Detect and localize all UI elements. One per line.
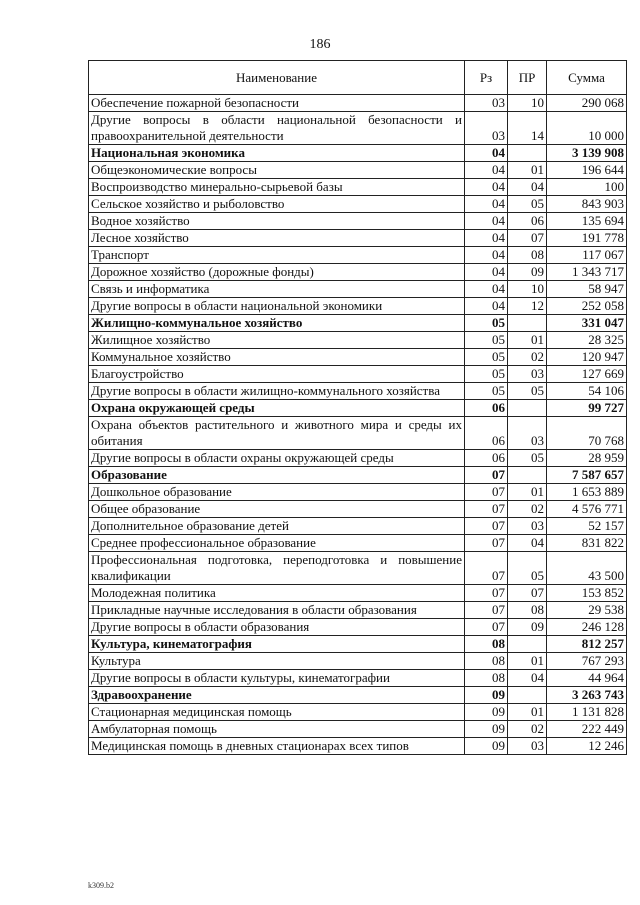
row-sum-cell: 1 343 717 bbox=[547, 264, 627, 281]
row-sum-cell: 843 903 bbox=[547, 196, 627, 213]
row-name-cell: Национальная экономика bbox=[89, 145, 465, 162]
row-name-cell: Связь и информатика bbox=[89, 281, 465, 298]
table-row bbox=[89, 518, 627, 535]
row-rz-cell: 05 bbox=[465, 315, 508, 332]
row-rz-cell: 09 bbox=[465, 721, 508, 738]
table-row bbox=[89, 196, 627, 213]
row-sum-cell: 4 576 771 bbox=[547, 501, 627, 518]
row-sum-cell: 43 500 bbox=[547, 552, 627, 585]
row-sum-cell: 44 964 bbox=[547, 670, 627, 687]
row-rz-cell: 04 bbox=[465, 247, 508, 264]
row-pr-cell: 01 bbox=[508, 653, 547, 670]
row-rz-cell: 04 bbox=[465, 162, 508, 179]
row-name-cell: Водное хозяйство bbox=[89, 213, 465, 230]
table-row bbox=[89, 349, 627, 366]
row-sum-cell: 100 bbox=[547, 179, 627, 196]
row-rz-cell: 07 bbox=[465, 467, 508, 484]
row-sum-cell: 58 947 bbox=[547, 281, 627, 298]
row-name-cell: Культура bbox=[89, 653, 465, 670]
row-pr-cell: 05 bbox=[508, 552, 547, 585]
table-row bbox=[89, 585, 627, 602]
row-name-cell: Стационарная медицинская помощь bbox=[89, 704, 465, 721]
row-name-cell: Молодежная политика bbox=[89, 585, 465, 602]
row-rz-cell: 07 bbox=[465, 484, 508, 501]
row-name-cell: Жилищное хозяйство bbox=[89, 332, 465, 349]
row-rz-cell: 08 bbox=[465, 653, 508, 670]
row-pr-cell: 03 bbox=[508, 366, 547, 383]
row-sum-cell: 1 653 889 bbox=[547, 484, 627, 501]
row-sum-cell: 812 257 bbox=[547, 636, 627, 653]
row-name-cell: Медицинская помощь в дневных стационарах всех типов bbox=[89, 738, 465, 755]
row-pr-cell: 07 bbox=[508, 230, 547, 247]
row-sum-cell: 28 325 bbox=[547, 332, 627, 349]
table-row bbox=[89, 704, 627, 721]
row-pr-cell: 02 bbox=[508, 721, 547, 738]
table-row bbox=[89, 332, 627, 349]
table-row bbox=[89, 501, 627, 518]
row-pr-cell: 09 bbox=[508, 619, 547, 636]
table-row bbox=[89, 298, 627, 315]
row-pr-cell: 12 bbox=[508, 298, 547, 315]
table-row bbox=[89, 721, 627, 738]
row-name-cell: Профессиональная подготовка, переподготовка и повышение квалификации bbox=[89, 552, 465, 585]
budget-table bbox=[88, 60, 627, 755]
table-row bbox=[89, 247, 627, 264]
row-sum-cell: 1 131 828 bbox=[547, 704, 627, 721]
column-header-pr: ПР bbox=[508, 61, 547, 95]
row-rz-cell: 05 bbox=[465, 383, 508, 400]
table-row bbox=[89, 417, 627, 450]
table-row bbox=[89, 162, 627, 179]
row-name-cell: Общеэкономические вопросы bbox=[89, 162, 465, 179]
row-sum-cell: 153 852 bbox=[547, 585, 627, 602]
table-row bbox=[89, 112, 627, 145]
row-rz-cell: 03 bbox=[465, 95, 508, 112]
table-row bbox=[89, 670, 627, 687]
row-name-cell: Дорожное хозяйство (дорожные фонды) bbox=[89, 264, 465, 281]
column-header-name: Наименование bbox=[89, 61, 465, 95]
row-rz-cell: 06 bbox=[465, 400, 508, 417]
row-name-cell: Коммунальное хозяйство bbox=[89, 349, 465, 366]
row-rz-cell: 07 bbox=[465, 552, 508, 585]
row-sum-cell: 120 947 bbox=[547, 349, 627, 366]
row-pr-cell bbox=[508, 145, 547, 162]
row-sum-cell: 54 106 bbox=[547, 383, 627, 400]
row-name-cell: Другие вопросы в области охраны окружающей среды bbox=[89, 450, 465, 467]
row-pr-cell bbox=[508, 400, 547, 417]
section-row bbox=[89, 687, 627, 704]
row-name-cell: Дошкольное образование bbox=[89, 484, 465, 501]
row-name-cell: Среднее профессиональное образование bbox=[89, 535, 465, 552]
section-row bbox=[89, 467, 627, 484]
table-row bbox=[89, 366, 627, 383]
row-name-cell: Прикладные научные исследования в области образования bbox=[89, 602, 465, 619]
table-row bbox=[89, 552, 627, 585]
section-row bbox=[89, 145, 627, 162]
row-pr-cell bbox=[508, 687, 547, 704]
row-pr-cell: 02 bbox=[508, 349, 547, 366]
row-name-cell: Охрана окружающей среды bbox=[89, 400, 465, 417]
row-sum-cell: 331 047 bbox=[547, 315, 627, 332]
row-rz-cell: 06 bbox=[465, 450, 508, 467]
row-pr-cell: 08 bbox=[508, 247, 547, 264]
row-pr-cell bbox=[508, 636, 547, 653]
row-pr-cell: 01 bbox=[508, 332, 547, 349]
row-sum-cell: 3 139 908 bbox=[547, 145, 627, 162]
row-rz-cell: 04 bbox=[465, 196, 508, 213]
table-header-row bbox=[89, 61, 627, 95]
row-pr-cell: 04 bbox=[508, 670, 547, 687]
row-sum-cell: 831 822 bbox=[547, 535, 627, 552]
row-rz-cell: 08 bbox=[465, 670, 508, 687]
row-name-cell: Другие вопросы в области национальной экономики bbox=[89, 298, 465, 315]
row-rz-cell: 08 bbox=[465, 636, 508, 653]
row-rz-cell: 07 bbox=[465, 619, 508, 636]
row-sum-cell: 7 587 657 bbox=[547, 467, 627, 484]
table-row bbox=[89, 264, 627, 281]
row-pr-cell: 10 bbox=[508, 95, 547, 112]
table-row bbox=[89, 95, 627, 112]
row-rz-cell: 07 bbox=[465, 585, 508, 602]
row-name-cell: Другие вопросы в области жилищно-коммунального хозяйства bbox=[89, 383, 465, 400]
table-row bbox=[89, 281, 627, 298]
row-sum-cell: 117 067 bbox=[547, 247, 627, 264]
row-name-cell: Транспорт bbox=[89, 247, 465, 264]
row-sum-cell: 52 157 bbox=[547, 518, 627, 535]
row-rz-cell: 07 bbox=[465, 602, 508, 619]
row-rz-cell: 07 bbox=[465, 518, 508, 535]
table-row bbox=[89, 738, 627, 755]
row-rz-cell: 04 bbox=[465, 298, 508, 315]
row-rz-cell: 04 bbox=[465, 179, 508, 196]
column-header-rz: Рз bbox=[465, 61, 508, 95]
row-pr-cell: 07 bbox=[508, 585, 547, 602]
row-pr-cell: 01 bbox=[508, 162, 547, 179]
row-name-cell: Другие вопросы в области национальной безопасности и правоохранительной деятельности bbox=[89, 112, 465, 145]
row-rz-cell: 04 bbox=[465, 264, 508, 281]
table-row bbox=[89, 484, 627, 501]
row-name-cell: Жилищно-коммунальное хозяйство bbox=[89, 315, 465, 332]
row-pr-cell: 02 bbox=[508, 501, 547, 518]
row-rz-cell: 05 bbox=[465, 332, 508, 349]
row-name-cell: Образование bbox=[89, 467, 465, 484]
row-rz-cell: 09 bbox=[465, 738, 508, 755]
row-sum-cell: 70 768 bbox=[547, 417, 627, 450]
page-number: 186 bbox=[309, 37, 331, 52]
row-pr-cell: 03 bbox=[508, 738, 547, 755]
row-sum-cell: 10 000 bbox=[547, 112, 627, 145]
row-pr-cell: 06 bbox=[508, 213, 547, 230]
row-name-cell: Сельское хозяйство и рыболовство bbox=[89, 196, 465, 213]
table-row bbox=[89, 230, 627, 247]
row-rz-cell: 06 bbox=[465, 417, 508, 450]
row-name-cell: Общее образование bbox=[89, 501, 465, 518]
table-row bbox=[89, 179, 627, 196]
row-rz-cell: 09 bbox=[465, 687, 508, 704]
row-sum-cell: 222 449 bbox=[547, 721, 627, 738]
row-rz-cell: 04 bbox=[465, 230, 508, 247]
row-name-cell: Дополнительное образование детей bbox=[89, 518, 465, 535]
row-pr-cell: 05 bbox=[508, 196, 547, 213]
table-row bbox=[89, 619, 627, 636]
row-rz-cell: 07 bbox=[465, 535, 508, 552]
table-row bbox=[89, 602, 627, 619]
table-row bbox=[89, 383, 627, 400]
row-name-cell: Культура, кинематография bbox=[89, 636, 465, 653]
section-row bbox=[89, 315, 627, 332]
row-pr-cell: 09 bbox=[508, 264, 547, 281]
row-pr-cell: 14 bbox=[508, 112, 547, 145]
row-rz-cell: 05 bbox=[465, 349, 508, 366]
row-pr-cell: 05 bbox=[508, 383, 547, 400]
row-sum-cell: 290 068 bbox=[547, 95, 627, 112]
row-name-cell: Другие вопросы в области образования bbox=[89, 619, 465, 636]
row-pr-cell: 01 bbox=[508, 484, 547, 501]
row-name-cell: Обеспечение пожарной безопасности bbox=[89, 95, 465, 112]
row-pr-cell: 04 bbox=[508, 535, 547, 552]
row-pr-cell: 03 bbox=[508, 518, 547, 535]
row-sum-cell: 127 669 bbox=[547, 366, 627, 383]
table-row bbox=[89, 450, 627, 467]
row-pr-cell bbox=[508, 315, 547, 332]
row-name-cell: Амбулаторная помощь bbox=[89, 721, 465, 738]
row-pr-cell bbox=[508, 467, 547, 484]
row-name-cell: Лесное хозяйство bbox=[89, 230, 465, 247]
row-sum-cell: 196 644 bbox=[547, 162, 627, 179]
row-pr-cell: 08 bbox=[508, 602, 547, 619]
row-pr-cell: 01 bbox=[508, 704, 547, 721]
row-rz-cell: 05 bbox=[465, 366, 508, 383]
row-pr-cell: 10 bbox=[508, 281, 547, 298]
row-sum-cell: 3 263 743 bbox=[547, 687, 627, 704]
row-sum-cell: 135 694 bbox=[547, 213, 627, 230]
table-row bbox=[89, 535, 627, 552]
footer-code: k309.b2 bbox=[88, 881, 114, 890]
row-name-cell: Здравоохранение bbox=[89, 687, 465, 704]
row-sum-cell: 252 058 bbox=[547, 298, 627, 315]
row-sum-cell: 29 538 bbox=[547, 602, 627, 619]
row-rz-cell: 04 bbox=[465, 213, 508, 230]
row-name-cell: Охрана объектов растительного и животного мира и среды их обитания bbox=[89, 417, 465, 450]
row-name-cell: Воспроизводство минерально-сырьевой базы bbox=[89, 179, 465, 196]
column-header-sum: Сумма bbox=[547, 61, 627, 95]
table-row bbox=[89, 213, 627, 230]
row-sum-cell: 767 293 bbox=[547, 653, 627, 670]
row-sum-cell: 12 246 bbox=[547, 738, 627, 755]
row-pr-cell: 05 bbox=[508, 450, 547, 467]
row-pr-cell: 04 bbox=[508, 179, 547, 196]
row-sum-cell: 246 128 bbox=[547, 619, 627, 636]
row-rz-cell: 07 bbox=[465, 501, 508, 518]
row-rz-cell: 04 bbox=[465, 281, 508, 298]
section-row bbox=[89, 636, 627, 653]
row-rz-cell: 03 bbox=[465, 112, 508, 145]
row-sum-cell: 99 727 bbox=[547, 400, 627, 417]
row-sum-cell: 28 959 bbox=[547, 450, 627, 467]
row-rz-cell: 04 bbox=[465, 145, 508, 162]
row-name-cell: Другие вопросы в области культуры, кинематографии bbox=[89, 670, 465, 687]
section-row bbox=[89, 400, 627, 417]
row-rz-cell: 09 bbox=[465, 704, 508, 721]
row-sum-cell: 191 778 bbox=[547, 230, 627, 247]
row-pr-cell: 03 bbox=[508, 417, 547, 450]
row-name-cell: Благоустройство bbox=[89, 366, 465, 383]
table-row bbox=[89, 653, 627, 670]
